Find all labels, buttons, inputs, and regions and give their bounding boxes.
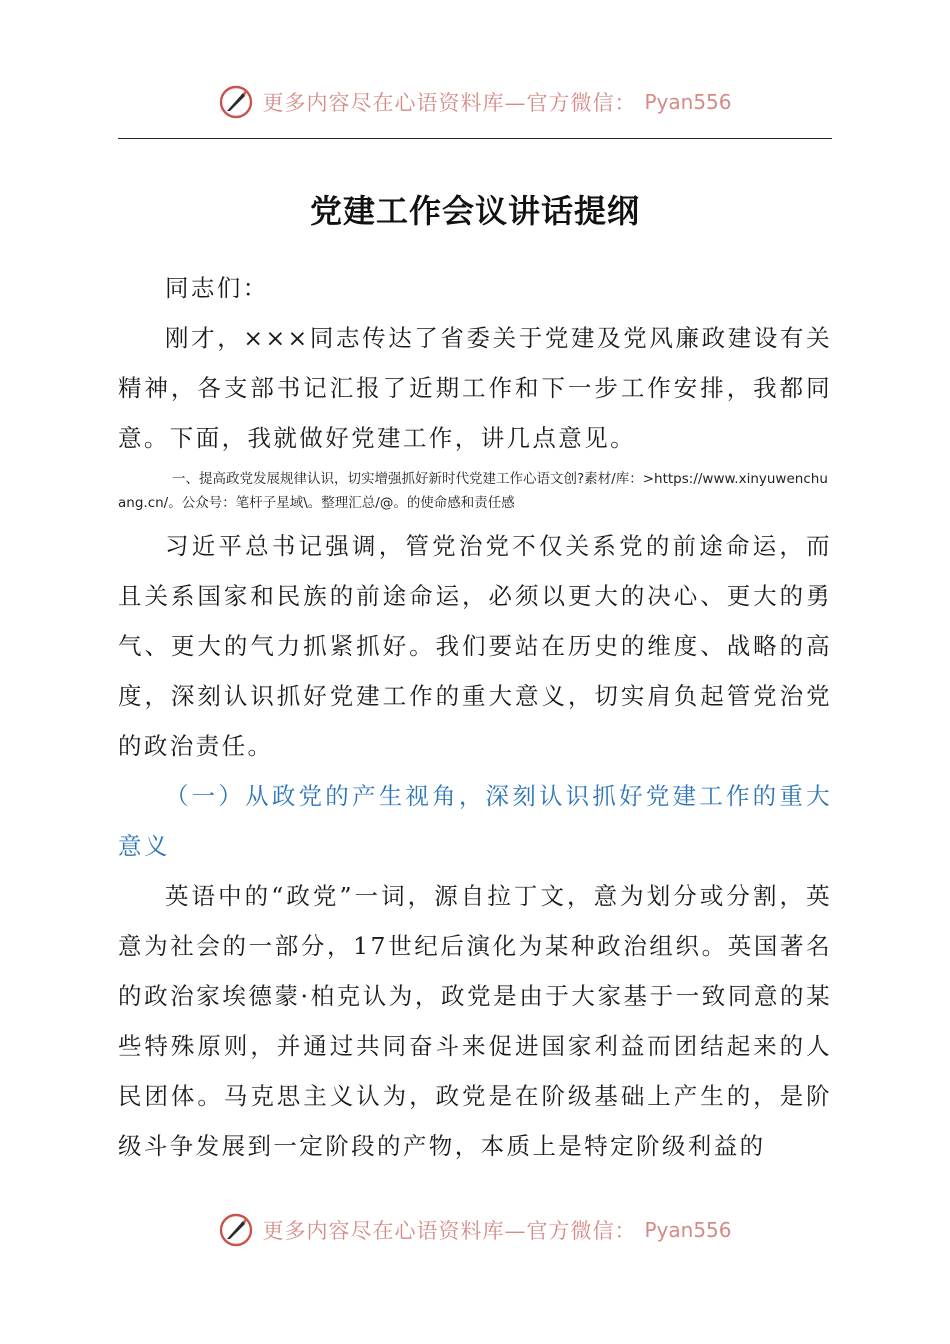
document-title: 党建工作会议讲话提纲 <box>309 192 640 230</box>
body-paragraph: 习近平总书记强调，管党治党不仅关系党的前途命运，而且关系国家和民族的前途命运，必须以更大的决心、更大的勇气、更大的气力抓紧抓好。我们要站在历史的维度、战略的高度，深刻认识抓好党建工作的重大意义，切实肩负起管党治党的政治责任。 <box>118 532 832 760</box>
header-divider <box>118 138 832 139</box>
banner-wechat-id: Pyan556 <box>644 90 732 114</box>
quill-logo-icon <box>218 84 254 120</box>
greeting: 同志们： <box>165 274 269 302</box>
footer-banner <box>0 1212 950 1248</box>
banner-text: 更多内容尽在心语资料库—官方微信： <box>262 1219 637 1243</box>
quill-logo-icon <box>218 1212 254 1248</box>
intro-paragraph: 刚才，×××同志传达了省委关于党建及党风廉政建设有关精神，各支部书记汇报了近期工作和下一步工作安排，我都同意。下面，我就做好党建工作，讲几点意见。 <box>118 324 832 452</box>
section-note: 一、提高政党发展规律认识，切实增强抓好新时代党建工作心语文创?素材/库：>https://www.xinyuwenchuang.cn/。公众号：笔杆子星域\。整理汇总/@。的使命感和责任感 <box>118 471 828 511</box>
banner-wechat-id: Pyan556 <box>644 1218 732 1242</box>
header-banner <box>0 84 950 120</box>
final-paragraph: 英语中的“政党”一词，源自拉丁文，意为划分或分割，英意为社会的一部分，17世纪后演化为某种政治组织。英国著名的政治家埃德蒙·柏克认为，政党是由于大家基于一致同意的某些特殊原则，并通过共同奋斗来促进国家利益而团结起来的人民团体。马克思主义认为，政党是在阶级基础上产生的，是阶级斗争发展到一定阶段的产物，本质上是特定阶级利益的 <box>118 882 832 1160</box>
banner-text: 更多内容尽在心语资料库—官方微信： <box>262 91 637 115</box>
subheading: （一）从政党的产生视角，深刻认识抓好党建工作的重大意义 <box>118 782 832 860</box>
document-body <box>118 263 832 1171</box>
